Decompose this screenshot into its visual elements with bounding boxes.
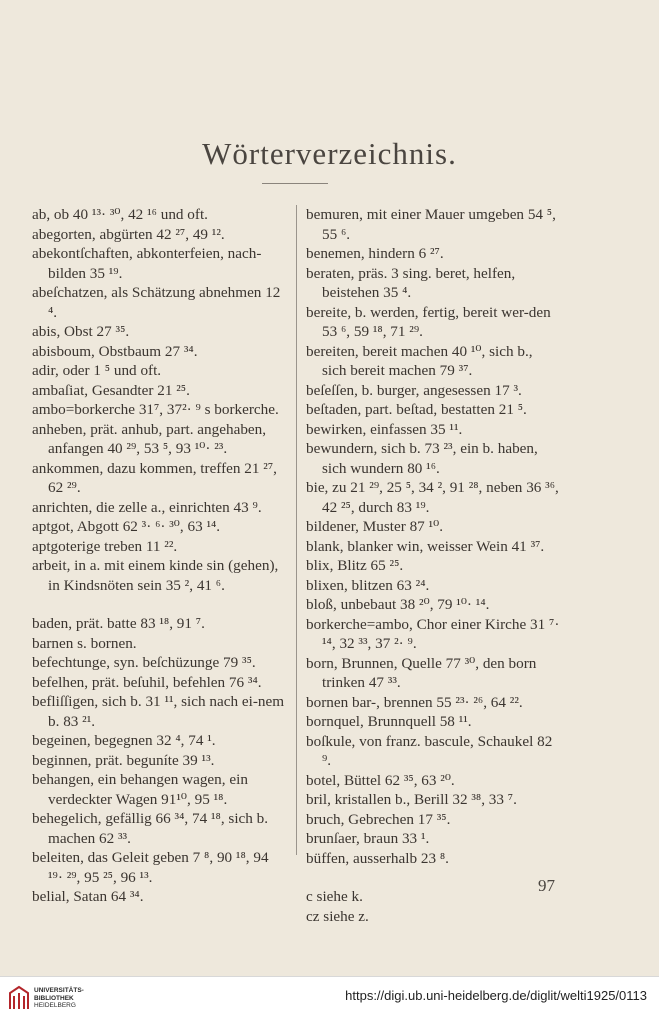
- glossary-entry: cz siehe z.: [306, 907, 369, 925]
- glossary-entry: beleiten, das Geleit geben 7 ⁸, 90 ¹⁸, 94 ¹⁹· ²⁹, 95 ²⁵, 96 ¹³.: [32, 849, 269, 886]
- glossary-entry: abeſchatzen, als Schätzung abnehmen 12 ⁴.: [32, 284, 281, 321]
- glossary-entry: befechtunge, syn. beſchüzunge 79 ³⁵.: [32, 654, 256, 671]
- glossary-entry: borkerche=ambo, Chor einer Kirche 31 ⁷· ¹⁴, 32 ³³, 37 ²· ⁹.: [306, 615, 560, 652]
- glossary-entry: ankommen, dazu kommen, treffen 21 ²⁷, 62 ²⁹.: [32, 459, 277, 496]
- glossary-entry: abegorten, abgürten 42 ²⁷, 49 ¹².: [32, 225, 225, 243]
- library-logo-text: [34, 987, 94, 1010]
- glossary-entry: behegelich, gefällig 66 ³⁴, 74 ¹⁸, sich b. machen 62 ³³.: [32, 810, 269, 847]
- right-column: [306, 205, 560, 926]
- logo-line: BIBLIOTHEK: [34, 994, 74, 1002]
- glossary-entry: bornquel, Brunnquell 58 ¹¹.: [306, 713, 472, 730]
- viewer-footer: [0, 976, 659, 1020]
- glossary-entry: abekontſchaften, abkonterfeien, nach-bilden 35 ¹⁹.: [32, 245, 262, 282]
- glossary-entry: bemuren, mit einer Mauer umgeben 54 ⁵, 55 ⁶.: [306, 206, 556, 243]
- glossary-entry: blank, blanker win, weisser Wein 41 ³⁷.: [306, 537, 545, 555]
- glossary-entry: büffen, ausserhalb 23 ⁸.: [306, 849, 449, 867]
- glossary-entry: befelhen, prät. beſuhil, befehlen 76 ³⁴.: [32, 673, 262, 691]
- glossary-entry: barnen s. bornen.: [32, 634, 137, 652]
- glossary-entry: bruch, Gebrechen 17 ³⁵.: [306, 810, 451, 828]
- glossary-entry: bewundern, sich b. 73 ²³, ein b. haben, sich wundern 80 ¹⁶.: [306, 440, 538, 477]
- glossary-entry: ambaſiat, Gesandter 21 ²⁵.: [32, 381, 190, 399]
- glossary-entry: bril, kristallen b., Berill 32 ³⁸, 33 ⁷.: [306, 791, 517, 808]
- glossary-entry: begeinen, begegnen 32 ⁴, 74 ¹.: [32, 732, 216, 749]
- glossary-entry: abis, Obst 27 ³⁵.: [32, 323, 130, 340]
- glossary-entry: bereiten, bereit machen 40 ¹⁰, sich b., sich bereit machen 79 ³⁷.: [306, 342, 533, 379]
- glossary-entry: botel, Büttel 62 ³⁵, 63 ²⁰.: [306, 771, 455, 789]
- glossary-entry: belial, Satan 64 ³⁴.: [32, 888, 144, 905]
- glossary-entry: bildener, Muster 87 ¹⁰.: [306, 518, 443, 535]
- glossary-entry: anheben, prät. anhub, part. angehaben, anfangen 40 ²⁹, 53 ⁵, 93 ¹⁰· ²³.: [32, 420, 267, 457]
- glossary-entry: adir, oder 1 ⁵ und oft.: [32, 362, 162, 379]
- glossary-entry: anrichten, die zelle a., einrichten 43 ⁹.: [32, 498, 262, 516]
- glossary-entry: baden, prät. batte 83 ¹⁸, 91 ⁷.: [32, 615, 205, 632]
- glossary-entry: blix, Blitz 65 ²⁵.: [306, 557, 404, 574]
- column-divider: [296, 205, 297, 855]
- glossary-entry: aptgot, Abgott 62 ³· ⁶· ³⁰, 63 ¹⁴.: [32, 518, 221, 535]
- glossary-entry: beginnen, prät. beguníte 39 ¹³.: [32, 751, 215, 769]
- glossary-entry: bloß, unbebaut 38 ²⁰, 79 ¹⁰· ¹⁴.: [306, 596, 490, 613]
- glossary-entry: bie, zu 21 ²⁹, 25 ⁵, 34 ², 91 ²⁸, neben 36 ³⁶, 42 ²⁵, durch 83 ¹⁹.: [306, 479, 559, 516]
- glossary-entry: ambo=borkerche 31⁷, 37²· ⁹ s borkerche.: [32, 401, 279, 418]
- glossary-entry: brunſaer, braun 33 ¹.: [306, 830, 430, 847]
- glossary-entry: c siehe k.: [306, 888, 363, 905]
- glossary-entry: behangen, ein behangen wagen, ein verdeckter Wagen 91¹⁰, 95 ¹⁸.: [32, 771, 248, 808]
- logo-line: HEIDELBERG: [34, 1002, 76, 1009]
- glossary-entry: arbeit, in a. mit einem kinde sin (gehen), in Kindsnöten sein 35 ², 41 ⁶.: [32, 557, 279, 594]
- library-logo[interactable]: [8, 983, 86, 1015]
- glossary-entry: abisboum, Obstbaum 27 ³⁴.: [32, 342, 198, 360]
- glossary-entry: bornen bar-, brennen 55 ²³· ²⁶, 64 ²².: [306, 693, 523, 711]
- title-rule: [262, 183, 328, 184]
- glossary-entry: benemen, hindern 6 ²⁷.: [306, 245, 444, 262]
- glossary-entry: boſkule, von franz. bascule, Schaukel 82 ⁹.: [306, 732, 553, 769]
- glossary-entry: beſeſſen, b. burger, angesessen 17 ³.: [306, 381, 522, 399]
- section-gap: [306, 868, 560, 887]
- left-column: [32, 205, 286, 907]
- page-title: Wörterverzeichnis.: [202, 136, 457, 171]
- glossary-entry: beraten, präs. 3 sing. beret, helfen, beistehen 35 ⁴.: [306, 264, 516, 301]
- section-gap: [32, 595, 286, 614]
- glossary-entry: aptgoterige treben 11 ²².: [32, 537, 178, 555]
- page-number: 97: [538, 876, 555, 895]
- glossary-entry: bewirken, einfassen 35 ¹¹.: [306, 420, 463, 438]
- glossary-entry: beſtaden, part. beſtad, bestatten 21 ⁵.: [306, 401, 527, 418]
- glossary-entry: befliſſigen, sich b. 31 ¹¹, sich nach ei-nem b. 83 ²¹.: [32, 693, 285, 730]
- glossary-entry: born, Brunnen, Quelle 77 ³⁰, den born trinken 47 ³³.: [306, 654, 537, 691]
- university-library-icon: [8, 985, 30, 1011]
- glossary-entry: bereite, b. werden, fertig, bereit wer-den 53 ⁶, 59 ¹⁸, 71 ²⁹.: [306, 303, 551, 340]
- logo-line: UNIVERSITÄTS-: [34, 987, 84, 994]
- glossary-entry: blixen, blitzen 63 ²⁴.: [306, 576, 430, 594]
- permalink-url[interactable]: https://digi.ub.uni-heidelberg.de/diglit/welti1925/0113: [345, 988, 647, 1003]
- glossary-entry: ab, ob 40 ¹³· ³⁰, 42 ¹⁶ und oft.: [32, 206, 208, 223]
